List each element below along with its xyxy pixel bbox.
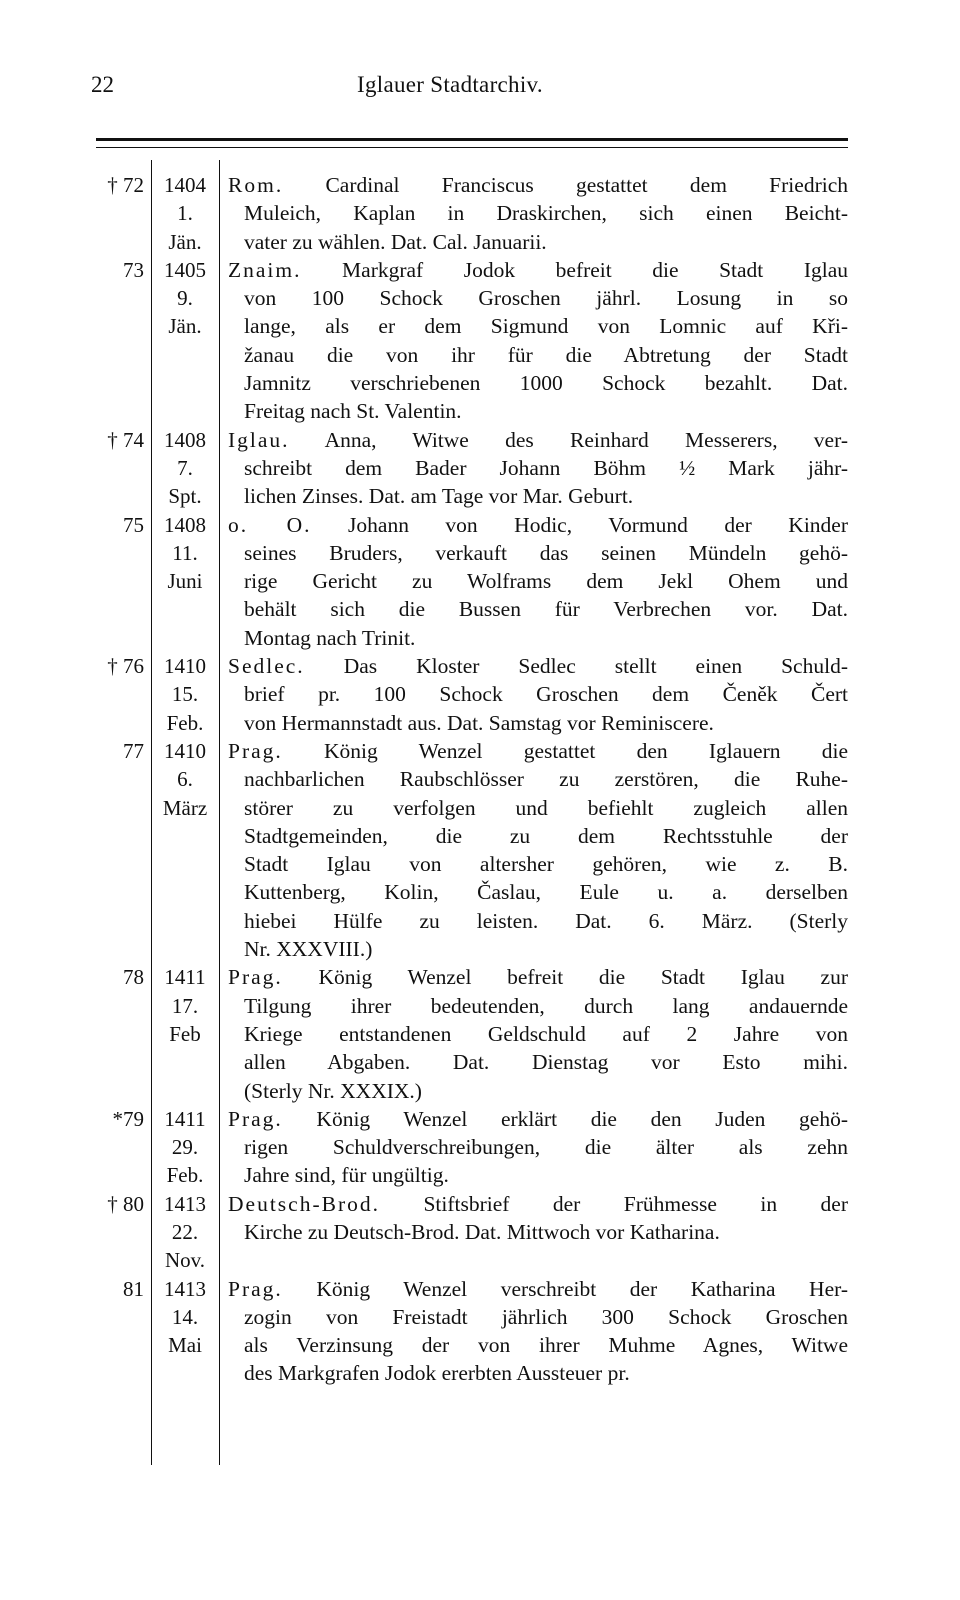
entry-date-part: 1408: [164, 427, 206, 452]
entry-line-text: Stiftsbrief der Frühmesse in der: [380, 1191, 848, 1216]
entry-first-line: [228, 171, 848, 199]
entry-line: nachbarlichen Raubschlösser zu zerstören, die Ruhe-: [244, 767, 848, 792]
entry-line: des Markgrafen Jodok ererbten Aussteuer pr.: [244, 1361, 630, 1386]
regest-entry: [80, 652, 855, 737]
entry-first-line: [228, 963, 848, 991]
entry-place: Prag.: [228, 738, 283, 763]
entry-line: rige Gericht zu Wolframs dem Jekl Ohem und: [244, 569, 848, 594]
entry-date-part: Feb: [169, 1021, 201, 1046]
entry-line: Muleich, Kaplan in Draskirchen, sich einen Beicht-: [244, 201, 848, 226]
entry-date-part: 15.: [171, 682, 199, 707]
entry-date: [154, 963, 216, 1048]
entry-date-part: 1408: [164, 512, 206, 537]
entry-date-part: 1404: [164, 173, 206, 197]
header-rule-thin: [96, 147, 848, 148]
entry-date: [154, 1275, 216, 1360]
regest-entry: [80, 426, 855, 511]
entry-text: [228, 652, 848, 737]
entry-line: lichen Zinses. Dat. am Tage vor Mar. Geburt.: [244, 484, 634, 509]
entry-date: [154, 1190, 216, 1275]
entry-line: Kriege entstandenen Geldschuld auf 2 Jahre von: [244, 1021, 848, 1046]
entry-place: Prag.: [228, 1106, 283, 1131]
entry-text: [228, 1190, 848, 1275]
entry-line: allen Abgaben. Dat. Dienstag vor Esto mihi.: [244, 1050, 848, 1075]
regest-entry: [80, 511, 855, 652]
entry-first-line: [228, 1275, 848, 1303]
entry-number: 78: [123, 965, 144, 990]
entry-line-text: König Wenzel befreit die Stadt Iglau zur: [282, 965, 848, 990]
entry-number: 81: [123, 1276, 144, 1301]
entry-place: Rom.: [228, 173, 284, 197]
regest-entry: [80, 1275, 855, 1388]
entry-place: o. O.: [228, 512, 312, 537]
entry-line-text: Markgraf Jodok befreit die Stadt Iglau: [301, 257, 848, 282]
entry-place: Deutsch-Brod.: [228, 1191, 380, 1216]
entry-number: † 72: [107, 173, 144, 197]
entry-line: schreibt dem Bader Johann Böhm ½ Mark jähr-: [244, 455, 848, 480]
entry-date-part: Spt.: [168, 484, 202, 509]
entry-number: † 74: [107, 427, 144, 452]
entry-first-line: [228, 1105, 848, 1133]
entry-line: brief pr. 100 Schock Groschen dem Čeněk Čert: [244, 682, 848, 707]
entry-number: 77: [123, 738, 144, 763]
entry-line: Jamnitz verschriebenen 1000 Schock bezahlt. Dat.: [244, 371, 848, 396]
entry-line-text: König Wenzel erklärt die den Juden gehö-: [282, 1106, 848, 1131]
entry-line: Kirche zu Deutsch-Brod. Dat. Mittwoch vor Katharina.: [244, 1219, 720, 1244]
entry-date: [154, 256, 216, 341]
regest-entry: [80, 737, 855, 963]
entry-date-part: 1413: [164, 1276, 206, 1301]
entry-line: vater zu wählen. Dat. Cal. Januarii.: [244, 229, 547, 254]
entry-place: Znaim.: [228, 257, 302, 282]
regest-entry: [80, 963, 855, 1104]
entry-place: Sedlec.: [228, 654, 305, 679]
entry-first-line: [228, 737, 848, 765]
entry-date: [154, 511, 216, 596]
entry-place: Prag.: [228, 965, 283, 990]
entry-line: störer zu verfolgen und befiehlt zugleich allen: [244, 795, 848, 820]
entry-number: 73: [123, 257, 144, 282]
page-number: 22: [91, 72, 114, 97]
entry-date-part: Feb.: [166, 1163, 204, 1188]
entry-date-part: 14.: [171, 1304, 199, 1329]
entry-date-part: Jän.: [168, 229, 202, 254]
entry-date-part: 17.: [171, 993, 199, 1018]
entry-date-part: März: [162, 795, 208, 820]
entry-first-line: [228, 1190, 848, 1218]
entry-date-part: Feb.: [166, 710, 204, 735]
entry-text: [228, 511, 848, 652]
entry-line: von 100 Schock Groschen jährl. Losung in so: [244, 286, 848, 311]
regest-entry: [80, 1105, 855, 1190]
entry-line: von Hermannstadt aus. Dat. Samstag vor Reminiscere.: [244, 710, 714, 735]
entry-line-text: König Wenzel verschreibt der Katharina Her-: [282, 1276, 848, 1301]
running-title: Iglauer Stadtarchiv.: [357, 72, 543, 97]
entry-first-line: [228, 426, 848, 454]
entry-line-text: Anna, Witwe des Reinhard Messerers, ver-: [289, 427, 848, 452]
entry-number: 75: [123, 512, 144, 537]
entry-date: [154, 171, 216, 256]
entry-line: Jahre sind, für ungültig.: [244, 1163, 449, 1188]
entry-date-part: Jän.: [168, 314, 202, 339]
entry-line-text: Das Kloster Sedlec stellt einen Schuld-: [304, 654, 848, 679]
entry-line: zogin von Freistadt jährlich 300 Schock Groschen: [244, 1304, 848, 1329]
entry-date: [154, 737, 216, 822]
entry-date-part: 1411: [164, 1106, 206, 1131]
entry-text: [228, 1275, 848, 1388]
regest-entry: [80, 1190, 855, 1275]
regest-entry: [80, 171, 855, 256]
entry-date-part: 11.: [172, 540, 198, 565]
entry-line: Stadt Iglau von altersher gehören, wie z. B.: [244, 852, 848, 877]
entry-date-part: 1413: [164, 1191, 206, 1216]
entry-text: [228, 1105, 848, 1190]
entry-spacer: [228, 1246, 848, 1274]
entry-text: [228, 737, 848, 963]
entry-date-part: 1411: [164, 965, 206, 990]
entry-line-text: Cardinal Franciscus gestattet dem Friedrich: [283, 173, 848, 197]
entry-first-line: [228, 511, 848, 539]
entry-line: lange, als er dem Sigmund von Lomnic auf Kři-: [244, 314, 848, 339]
entry-date-part: 1410: [164, 654, 206, 679]
entry-date: [154, 426, 216, 511]
entry-text: [228, 256, 848, 426]
entry-line: Stadtgemeinden, die zu dem Rechtsstuhle der: [244, 823, 848, 848]
entry-number: *79: [112, 1106, 144, 1131]
entry-line: hiebei Hülfe zu leisten. Dat. 6. März. (Sterly: [244, 908, 848, 933]
entry-date-part: 22.: [171, 1219, 199, 1244]
entry-line: (Sterly Nr. XXXIX.): [244, 1078, 422, 1103]
entry-date-part: 1405: [164, 257, 206, 282]
entry-date-part: 6.: [177, 767, 193, 792]
entry-line: Freitag nach St. Valentin.: [244, 399, 462, 424]
entry-first-line: [228, 652, 848, 680]
entry-date: [154, 652, 216, 737]
regesten-list: [80, 171, 855, 1388]
entry-line: Tilgung ihrer bedeutenden, durch lang andauernde: [244, 993, 848, 1018]
entry-date-part: 1.: [177, 201, 193, 226]
entry-line: behält sich die Bussen für Verbrechen vor. Dat.: [244, 597, 848, 622]
entry-place: Prag.: [228, 1276, 283, 1301]
entry-line-text: König Wenzel gestattet den Iglauern die: [282, 738, 848, 763]
entry-line: Montag nach Trinit.: [244, 625, 416, 650]
entry-first-line: [228, 256, 848, 284]
entry-number: † 76: [107, 654, 144, 679]
entry-line-text: Johann von Hodic, Vormund der Kinder: [311, 512, 848, 537]
regest-entry: [80, 256, 855, 426]
entry-date: [154, 1105, 216, 1190]
entry-line: rigen Schuldverschreibungen, die älter als zehn: [244, 1135, 848, 1160]
entry-date-part: 1410: [164, 738, 206, 763]
entry-date-part: 9.: [177, 286, 193, 311]
entry-date-part: Nov.: [164, 1248, 206, 1273]
entry-text: [228, 426, 848, 511]
entry-line: Nr. XXXVIII.): [244, 937, 373, 962]
entry-place: Iglau.: [228, 427, 290, 452]
entry-line: seines Bruders, verkauft das seinen Mündeln gehö-: [244, 540, 848, 565]
entry-date-part: Juni: [167, 569, 203, 594]
entry-date-part: 29.: [171, 1135, 199, 1160]
entry-text: [228, 171, 848, 256]
entry-number: † 80: [107, 1191, 144, 1216]
entry-date-part: Mai: [168, 1333, 202, 1358]
entry-line: žanau die von ihr für die Abtretung der Stadt: [244, 342, 848, 367]
entry-line: Kuttenberg, Kolin, Časlau, Eule u. a. derselben: [244, 880, 848, 905]
header-rule-thick: [96, 138, 848, 141]
entry-line: als Verzinsung der von ihrer Muhme Agnes, Witwe: [244, 1333, 848, 1358]
entry-date-part: 7.: [177, 455, 193, 480]
entry-text: [228, 963, 848, 1104]
